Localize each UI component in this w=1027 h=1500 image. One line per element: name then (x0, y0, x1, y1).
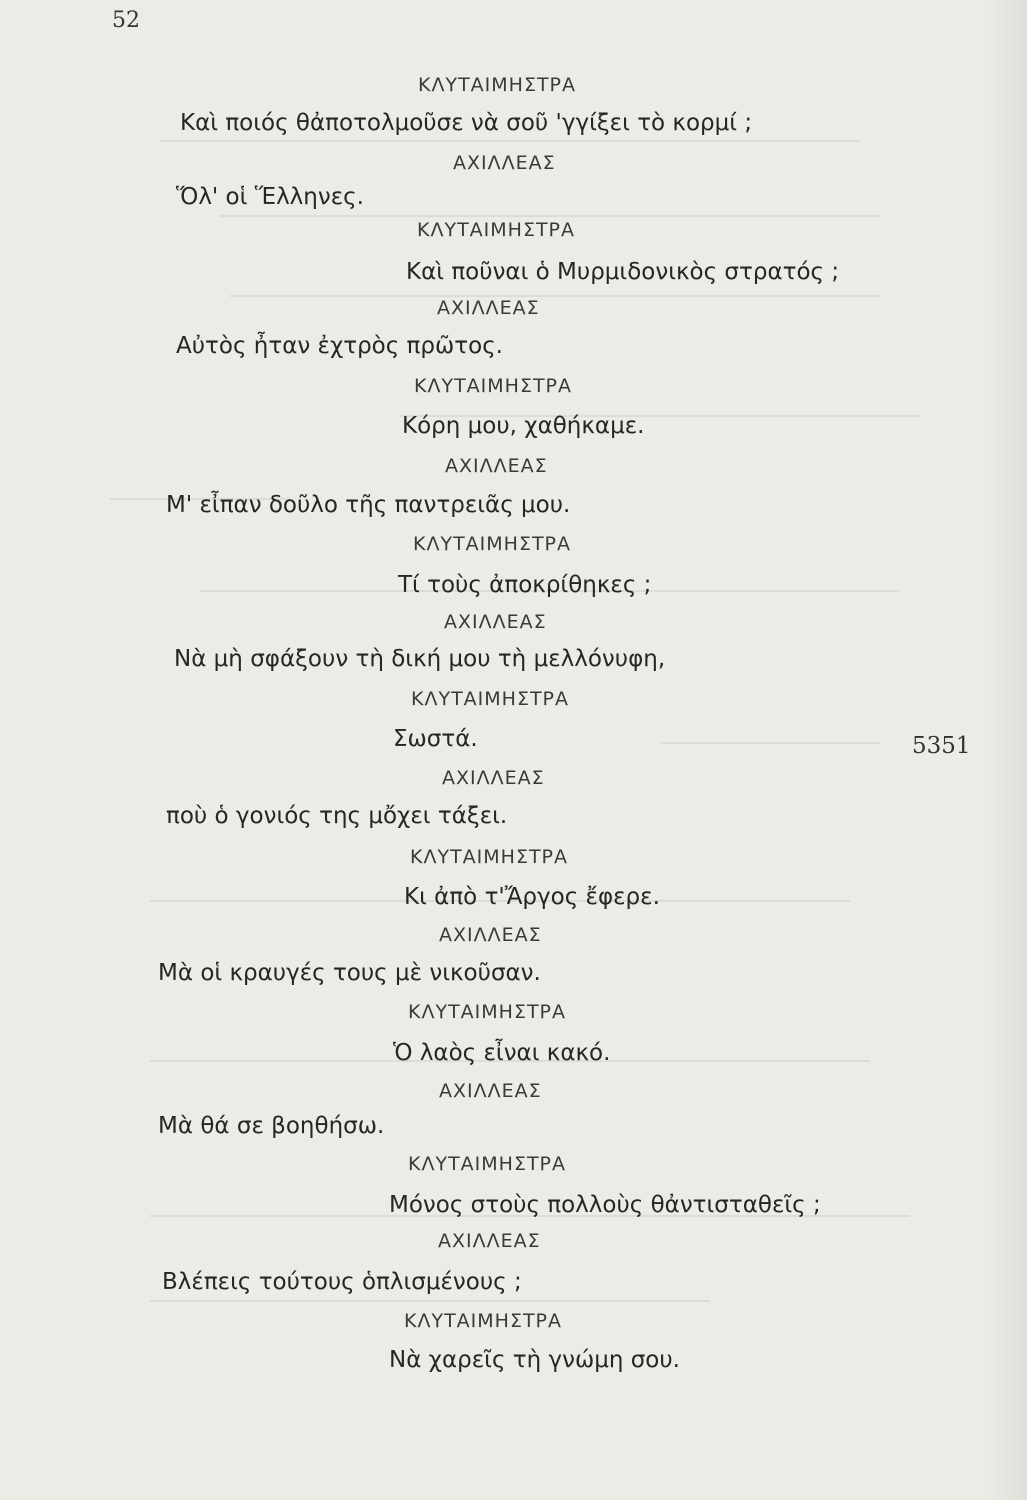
verse-line: Καὶ ποῦναι ὁ Μυρμιδονικὸς στρατός ; (406, 259, 840, 285)
verse-line: Ὁ λαὸς εἶναι κακό. (393, 1040, 611, 1066)
page-edge-shadow (987, 0, 1027, 1500)
speaker-name: ΚΛΥΤΑΙΜΗΣΤΡΑ (413, 533, 572, 555)
speaker-name: ΚΛΥΤΑΙΜΗΣΤΡΑ (404, 1310, 563, 1332)
speaker-name: ΚΛΥΤΑΙΜΗΣΤΡΑ (411, 688, 570, 710)
speaker-name: ΚΛΥΤΑΙΜΗΣΤΡΑ (408, 1001, 567, 1023)
verse-line: Ὅλ' οἱ Ἕλληνες. (176, 184, 364, 210)
verse-line: Σωστά. (393, 726, 478, 752)
speaker-name: ΚΛΥΤΑΙΜΗΣΤΡΑ (418, 74, 577, 96)
verse-line: Μ' εἶπαν δοῦλο τῆς παντρειᾶς μου. (166, 492, 571, 518)
verse-line: ποὺ ὁ γονιός της μὄχει τάξει. (166, 803, 508, 829)
verse-line: Κόρη μου, χαθήκαμε. (402, 413, 645, 439)
verse-line: Νὰ χαρεῖς τὴ γνώμη σου. (389, 1347, 680, 1373)
verse-line: Καὶ ποιός θἀποτολμοῦσε νὰ σοῦ 'γγίξει τὸ κορμί ; (180, 110, 753, 136)
speaker-name: ΑΧΙΛΛΕΑΣ (453, 152, 556, 174)
speaker-name: ΚΛΥΤΑΙΜΗΣΤΡΑ (408, 1153, 567, 1175)
verse-line: Νὰ μὴ σφάξουν τὴ δική μου τὴ μελλόνυφη, (174, 646, 666, 672)
verse-line: Κι ἀπὸ τ'Ἄργος ἔφερε. (404, 884, 660, 910)
speaker-name: ΑΧΙΛΛΕΑΣ (444, 611, 547, 633)
speaker-name: ΑΧΙΛΛΕΑΣ (442, 767, 545, 789)
verse-line: Βλέπεις τούτους ὁπλισμένους ; (162, 1269, 522, 1295)
verse-line: Μόνος στοὺς πολλοὺς θἀντισταθεῖς ; (389, 1192, 821, 1218)
speaker-name: ΚΛΥΤΑΙΜΗΣΤΡΑ (410, 846, 569, 868)
speaker-name: ΚΛΥΤΑΙΜΗΣΤΡΑ (414, 375, 573, 397)
verse-line: Μὰ θά σε βοηθήσω. (158, 1113, 385, 1139)
page-number: 52 (112, 8, 140, 33)
speaker-name: ΑΧΙΛΛΕΑΣ (445, 455, 548, 477)
verse-line: Αὐτὸς ἦταν ἐχτρὸς πρῶτος. (176, 333, 503, 359)
line-number: 5351 (912, 733, 971, 759)
speaker-name: ΑΧΙΛΛΕΑΣ (438, 1230, 541, 1252)
speaker-name: ΚΛΥΤΑΙΜΗΣΤΡΑ (417, 219, 576, 241)
speaker-name: ΑΧΙΛΛΕΑΣ (439, 1080, 542, 1102)
speaker-name: ΑΧΙΛΛΕΑΣ (439, 924, 542, 946)
verse-line: Μὰ οἱ κραυγές τους μὲ νικοῦσαν. (158, 960, 541, 986)
verse-line: Τί τοὺς ἀποκρίθηκες ; (398, 572, 652, 598)
speaker-name: ΑΧΙΛΛΕΑΣ (437, 297, 540, 319)
